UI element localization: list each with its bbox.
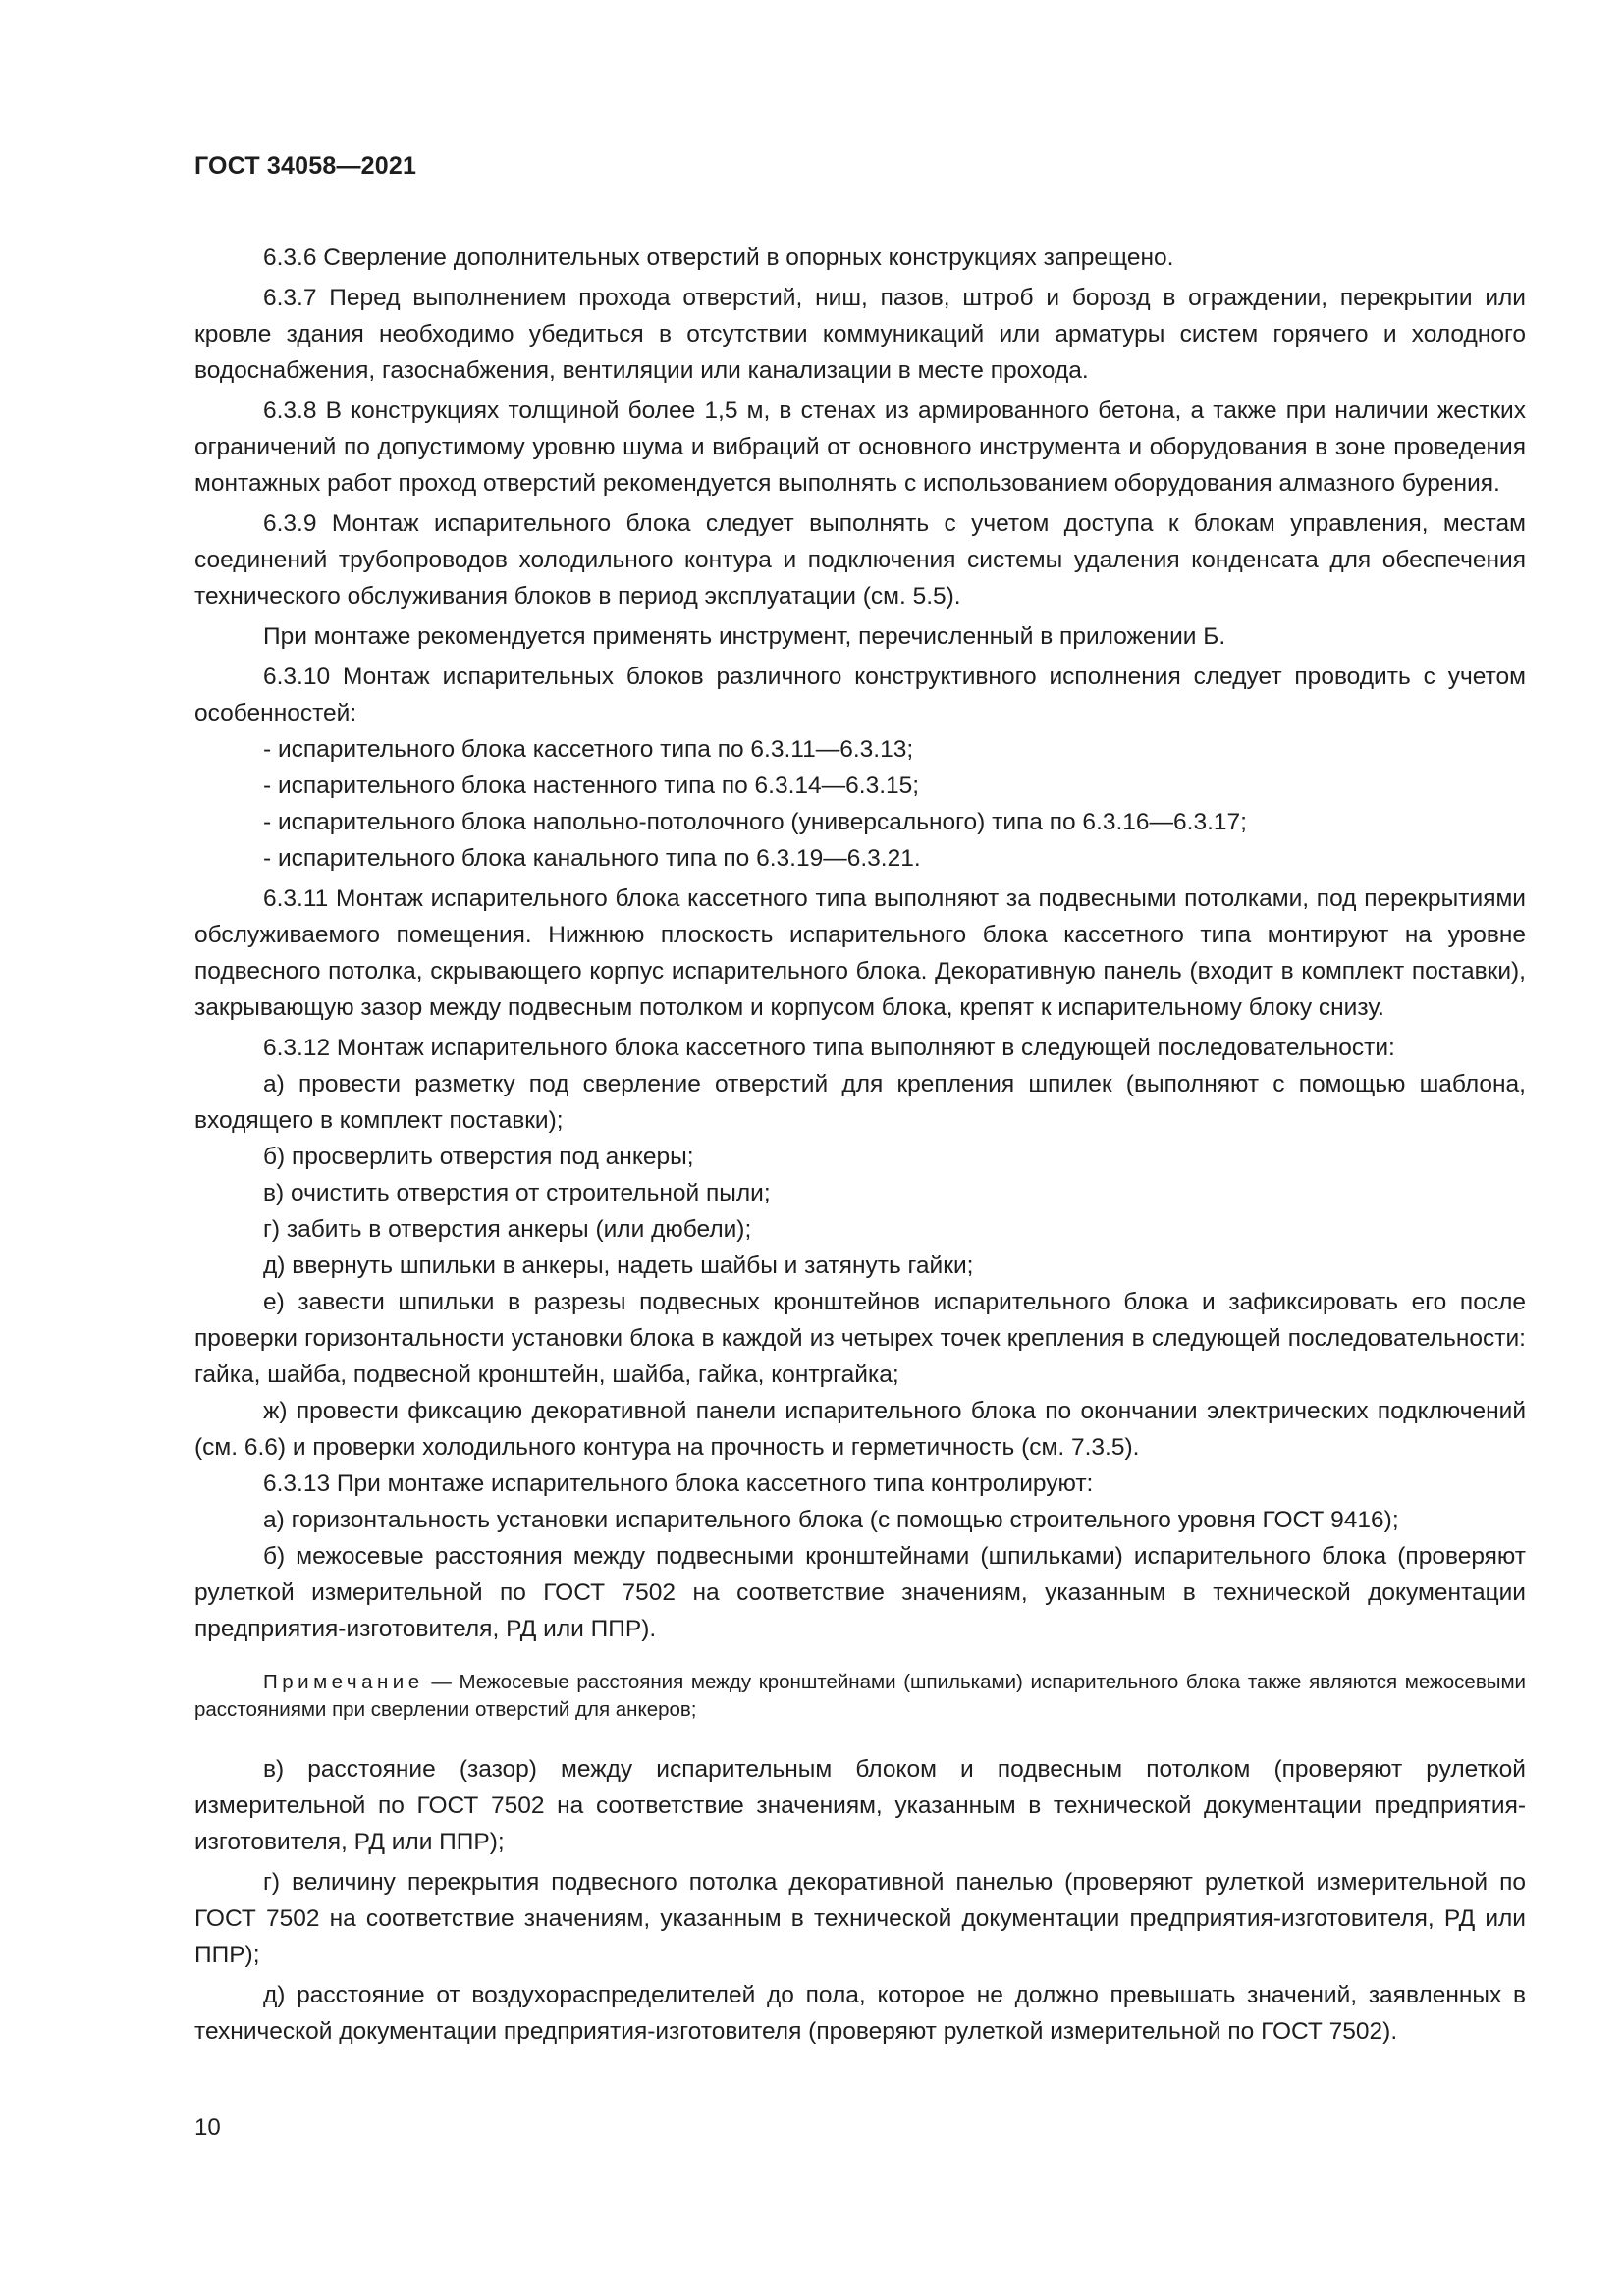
step-item: в) очистить отверстия от строительной пыли; xyxy=(263,1180,771,1206)
paragraph-6-3-10: 6.3.10 Монтаж испарительных блоков различного конструктивного исполнения следует проводить с учетом особенностей: xyxy=(194,664,1526,726)
control-item: в) расстояние (зазор) между испарительным блоком и подвесным потолком (проверяют рулеткой измерительной по ГОСТ 7502 на соответствие значениям, указанным в технической документации предприятия-изготовителя, РД или ППР); xyxy=(194,1756,1526,1855)
control-item: г) величину перекрытия подвесного потолка декоративной панелью (проверяют рулеткой измерительной по ГОСТ 7502 на соответствие значениям, указанным в технической документации предприятия-изготовителя, РД или ППР); xyxy=(194,1869,1526,1968)
dash-list-item: - испарительного блока кассетного типа по 6.3.11—6.3.13; xyxy=(263,736,914,763)
step-item: ж) провести фиксацию декоративной панели испарительного блока по окончании электрических подключений (см. 6.6) и проверки холодильного контура на прочность и герметичность (см. 7.3.5). xyxy=(194,1398,1526,1461)
control-item: а) горизонтальность установки испарительного блока (с помощью строительного уровня ГОСТ 9416); xyxy=(263,1507,1399,1533)
paragraph-6-3-8: 6.3.8 В конструкциях толщиной более 1,5 м, в стенах из армированного бетона, а также при наличии жестких ограничений по допустимому уровню шума и вибраций от основного инструмента и оборудования в зоне проведения монтажных работ проход отверстий рекомендуется выполнять с использованием оборудования алмазного бурения. xyxy=(194,398,1526,497)
note-label: Примечание xyxy=(263,1671,424,1693)
paragraph-6-3-7: 6.3.7 Перед выполнением прохода отверстий, ниш, пазов, штроб и борозд в ограждении, перекрытии или кровле здания необходимо убедиться в отсутствии коммуникаций или арматуры систем горячего и холодного водоснабжения, газоснабжения, вентиляции или канализации в месте прохода. xyxy=(194,285,1526,384)
step-item: б) просверлить отверстия под анкеры; xyxy=(263,1144,694,1170)
note-text: — Межосевые расстояния между кронштейнами (шпильками) испарительного блока также являются межосевыми расстояниями при сверлении отверстий для анкеров; xyxy=(194,1671,1526,1721)
paragraph-tools-note: При монтаже рекомендуется применять инструмент, перечисленный в приложении Б. xyxy=(263,623,1226,650)
control-item: д) расстояние от воздухораспределителей до пола, которое не должно превышать значений, заявленных в технической документации предприятия-изготовителя (проверяют рулеткой измерительной по ГОСТ 7502). xyxy=(194,1982,1526,2045)
page-number: 10 xyxy=(194,2114,221,2141)
document-page xyxy=(194,151,1526,2050)
step-item: е) завести шпильки в разрезы подвесных кронштейнов испарительного блока и зафиксировать его после проверки горизонтальности установки блока в каждой из четырех точек крепления в следующей последовательности: гайка, шайба, подвесной кронштейн, шайба, гайка, контргайка; xyxy=(194,1289,1526,1388)
paragraph-6-3-11: 6.3.11 Монтаж испарительного блока кассетного типа выполняют за подвесными потолками, под перекрытиями обслуживаемого помещения. Нижнюю плоскость испарительного блока кассетного типа монтируют на уровне подвесного потолка, скрывающего корпус испарительного блока. Декоративную панель (входит в комплект поставки), закрывающую зазор между подвесным потолком и корпусом блока, крепят к испарительному блоку снизу. xyxy=(194,885,1526,1021)
step-item: д) ввернуть шпильки в анкеры, надеть шайбы и затянуть гайки; xyxy=(263,1253,974,1279)
step-item: г) забить в отверстия анкеры (или дюбели); xyxy=(263,1216,752,1243)
paragraph-6-3-13: 6.3.13 При монтаже испарительного блока кассетного типа контролируют: xyxy=(263,1470,1094,1497)
dash-list-item: - испарительного блока канального типа по 6.3.19—6.3.21. xyxy=(263,845,921,872)
control-item: б) межосевые расстояния между подвесными кронштейнами (шпильками) испарительного блока (проверяют рулеткой измерительной по ГОСТ 7502 на соответствие значениям, указанным в технической документации предприятия-изготовителя, РД или ППР). xyxy=(194,1543,1526,1642)
document-body xyxy=(194,240,1526,2050)
dash-list-item: - испарительного блока настенного типа по 6.3.14—6.3.15; xyxy=(263,773,920,799)
paragraph-6-3-12: 6.3.12 Монтаж испарительного блока кассетного типа выполняют в следующей последовательности: xyxy=(263,1035,1395,1061)
dash-list-item: - испарительного блока напольно-потолочного (универсального) типа по 6.3.16—6.3.17; xyxy=(263,809,1247,835)
document-header-id: ГОСТ 34058—2021 xyxy=(194,152,417,180)
paragraph-6-3-9: 6.3.9 Монтаж испарительного блока следует выполнять с учетом доступа к блокам управления, местам соединений трубопроводов холодильного контура и подключения системы удаления конденсата для обеспечения технического обслуживания блоков в период эксплуатации (см. 5.5). xyxy=(194,510,1526,610)
note-block xyxy=(194,1669,1526,1724)
step-item: а) провести разметку под сверление отверстий для крепления шпилек (выполняют с помощью шаблона, входящего в комплект поставки); xyxy=(194,1071,1526,1134)
paragraph-6-3-6: 6.3.6 Сверление дополнительных отверстий в опорных конструкциях запрещено. xyxy=(263,244,1174,271)
